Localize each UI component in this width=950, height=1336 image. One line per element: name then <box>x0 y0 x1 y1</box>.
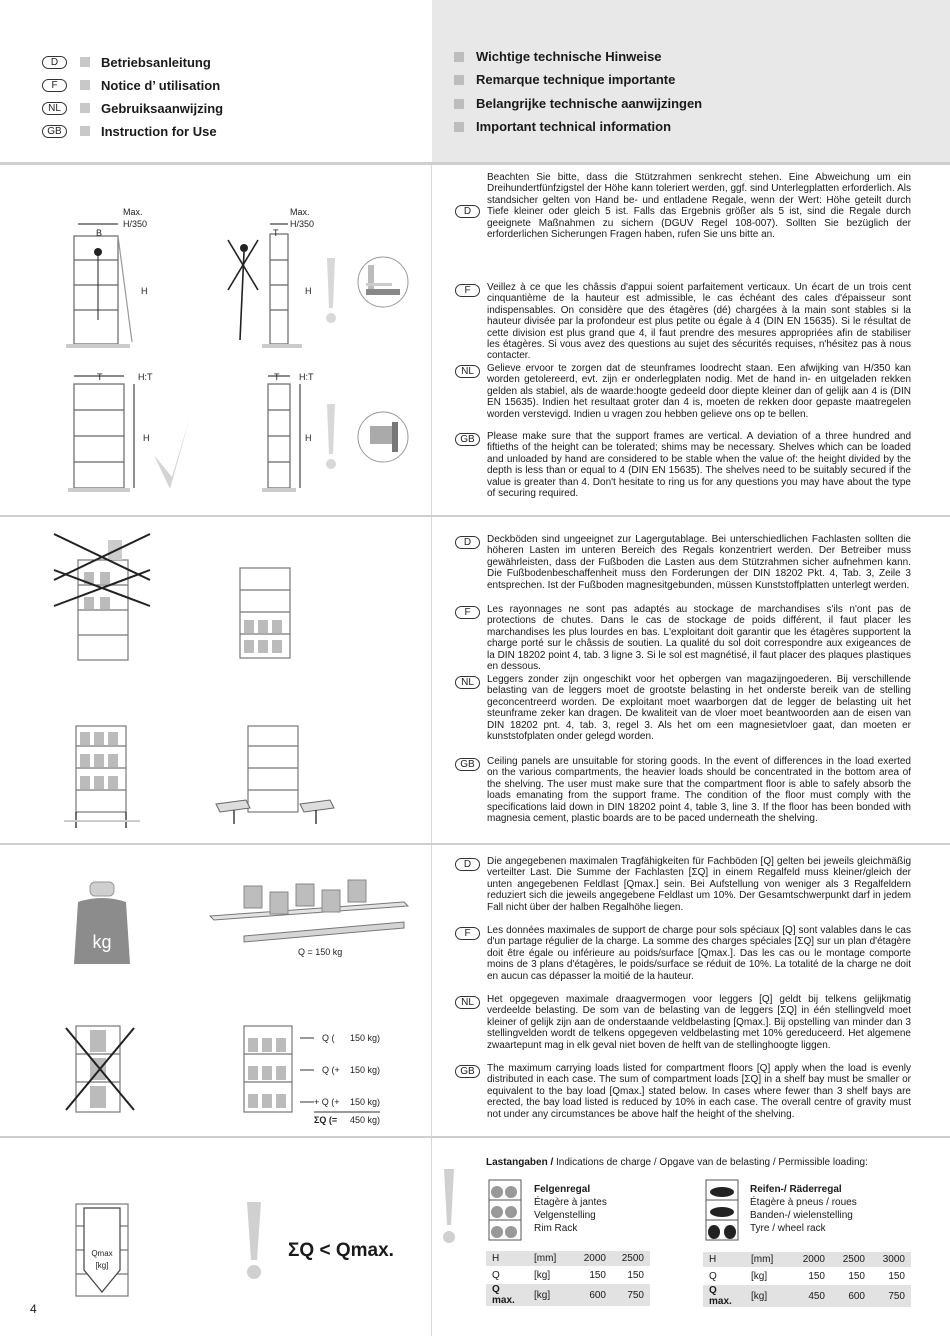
language-row-f <box>42 76 220 94</box>
language-code-badge: F <box>455 606 480 619</box>
max-text: Max. <box>290 207 310 217</box>
highlight-title: Wichtige technische Hinweise <box>476 49 662 64</box>
shim-detail-icon <box>356 255 410 309</box>
bullet-square <box>80 80 90 90</box>
paragraph: Die angegebenen maximalen Tragfähigkeiten für Fachböden [Q] gelten bei jeweils gleichmäßig verteilter Last. Die Summe der Fachlasten [ΣQ] in einem Regalfeld muss kleiner/gleich der unten angegebenen Feldlast [Qmax.] sein. Bei Aufstellung von weniger als 3 Regalfeldern reduziert sich die jeweils angegebene Feldlast um 10%. Der Gesamtschwerpunkt darf in jedem Fall nicht über der halben Regalhöhe liegen. <box>487 856 911 913</box>
table-row <box>486 1267 650 1283</box>
language-code-badge: F <box>455 284 480 297</box>
paragraph: Beachten Sie bitte, dass die Stützrahmen senkrecht stehen. Eine Abweichung um ein Dreihundertfünfzigstel der Höhe kann toleriert werden, ggf. sind Unterlegplatten erforderlich. Als standsicher gelten von Hand be- und entladene Regale, wenn der Wert: Höhe geteilt durch Tiefe kleiner oder gleich 5 ist. Falls das Ergebnis größer als 5 ist, sind die Regale durch geeignete Maßnahmen zu sichern (DGUV Regel 108-007). Sollten Sie bezüglich der erforderlichen Sicherungen Fragen haben, rufen Sie uns bitte an. <box>487 172 911 241</box>
top-shelf-storage-crossed-figure <box>50 530 160 665</box>
table-cell: 450 <box>791 1284 831 1308</box>
paragraph: Les rayonnages ne sont pas adaptés au stockage de marchandises s'ils n'ont pas de protections de chutes. Dans le cas de stockage de poids différent, il faut placer les marchandises les plus lourdes en bas. L'exploitant doit garantir que les étagères supportent la charge porté sur le châssis de soutien. La qualité du sol doit correspondre aux exigeances de la DIN 18202 point 4, tab. 3 ligne 3. Si le sol est magnétisé, il faut placer des plaques plastiques en dessous. <box>487 604 911 673</box>
bullet-square <box>80 103 90 113</box>
loading-title-bold: Lastangaben / <box>486 1157 554 1168</box>
language-code-badge: NL <box>455 996 480 1009</box>
rack-name-line: Banden-/ wielenstelling <box>750 1210 853 1221</box>
rack-name-line: Velgenstelling <box>534 1210 596 1221</box>
language-code-badge: GB <box>455 758 480 771</box>
paragraph: Leggers zonder zijn ongeschikt voor het opbergen van magazijngoederen. Bij verschillende belasting van de leggers moet de grootste belasting in het onderste bereik van de stelling geconcentreerd worden. De exploitant moet waarborgen dat de legger de belasting uit het steunframe zeker kan dragen. De kwaliteit van de vloer moet beantwoorden aan de eisen van DIN 18202 pnt. 4, tab. 3, regel 3. Als het om een magnesietvloer gaat, dan moeten er kunststofplaten onder gelegd worden. <box>487 674 911 743</box>
paragraph: Het opgegeven maximale draagvermogen voor leggers [Q] geldt bij telkens gelijkmatig verdeelde belasting. De som van de belasting van de leggers [ΣQ] in één stellingveld moet kleiner of gelijk zijn aan de onderstaande veldbelasting [Qmax.]. Bij opstelling van minder dan 3 stellingvelden wordt de telkens opgegeven veldbelasting met 10% gereduceerd. Het algemene zwaartepunt mag in elk geval niet boven de helft van de stellinghoogte liggen. <box>487 994 911 1051</box>
paragraph: Veillez à ce que les châssis d'appui soient parfaitement verticaux. Un écart de un trois cent cinquantième de la hauteur est admissible, le cas échéant des cales d'épaisseur sont indispensables. On considère que des étagères (dé) chargées à la main sont stables si la hauteur divisée par la profondeur est plus petite ou égale à 4 (DIN EN 15635). Si le résultat de cette division est plus grand que 4, il faut prendre des mesures appropriées afin de stabiliser les étagères. Si vous avez des questions au sujet des sécurités requises, n'hésitez pas à nous contacter. <box>487 282 911 362</box>
rack-stable-figure <box>62 370 142 495</box>
rack-name: Felgenregal <box>534 1184 591 1195</box>
dimension-t-text: T <box>97 372 103 382</box>
distributed-load-beam-figure <box>204 870 414 950</box>
section-divider <box>0 515 950 517</box>
load-row-value: 150 kg) <box>350 1097 381 1107</box>
rack-name-line: Rim Rack <box>534 1223 578 1234</box>
exclamation-icon <box>323 402 339 472</box>
b-label <box>94 226 108 238</box>
ht-label <box>136 370 162 382</box>
t-label-4 <box>272 370 286 382</box>
t-label-3 <box>95 370 109 382</box>
t-label <box>271 226 285 238</box>
paragraph: Please make sure that the support frames are vertical. A deviation of a three hundred and fiftieths of the height can be tolerated; shims may be necessary. Shelves which can be loaded and unloaded by hand are considered to be stable when the value of: the height divided by the depth is less than or equal to 4 (DIN EN 15635). The shelves need to be suitably secured if the value is greater than 4. Don't hesitate to ring us for any questions you may have about the type of securing required. <box>487 431 911 500</box>
floor-load-figure <box>60 720 150 835</box>
language-code-badge: D <box>455 205 480 218</box>
table-cell: [kg] <box>528 1283 574 1307</box>
load-row-label: + Q (+ <box>314 1097 340 1107</box>
rack-name-line: Étagère à pneus / roues <box>750 1197 857 1208</box>
exclamation-icon <box>323 256 339 326</box>
loading-title-text: Indications de charge / Opgave van de belasting / Permissible loading: <box>553 1157 868 1168</box>
max-text: Max. <box>123 207 143 217</box>
table-cell: 150 <box>791 1268 831 1284</box>
page-number: 4 <box>30 1302 37 1316</box>
load-row-label: ΣQ (= <box>314 1115 338 1125</box>
q-caption-text: Q = 150 kg <box>298 947 343 957</box>
table-cell: Q max. <box>486 1283 528 1307</box>
checkmark-icon <box>152 415 192 493</box>
table-cell: Q max. <box>703 1284 745 1308</box>
tyre-rack-image <box>702 1178 742 1243</box>
bullet-square <box>454 52 464 62</box>
table-cell: 750 <box>871 1284 911 1308</box>
bottom-loaded-rack-figure <box>230 560 300 660</box>
load-sum-rack-figure <box>238 1020 298 1115</box>
table-cell: [mm] <box>528 1251 574 1267</box>
formula-sum-q: ΣQ < Qmax. <box>288 1240 394 1261</box>
paragraph: The maximum carrying loads listed for compartment floors [Q] apply when the load is evenly distributed in each case. The sum of compartment loads [ΣQ] in a shelf bay must be smaller or equivalent to the bay load [Qmax.] stated below. In cases where fewer than 3 shelf bays are erected, the bay load listed is reduced by 10% in each case. The overall centre of gravity must not under any circumstances be above half the height of the shelving. <box>487 1063 911 1120</box>
language-title: Gebruiksaanwijzing <box>101 100 224 116</box>
qmax-arrow-unit: [kg] <box>95 1261 109 1270</box>
language-code-badge: D <box>42 56 67 69</box>
section-divider <box>0 843 950 845</box>
load-sum-list <box>300 1030 390 1130</box>
q-caption <box>296 944 376 958</box>
ratio-ht-text: H:T <box>138 372 153 382</box>
floor-plate-figure <box>212 720 337 835</box>
h-label-4 <box>303 430 317 444</box>
table-row <box>703 1268 911 1284</box>
dimension-h-text: H <box>305 286 312 296</box>
table-cell: 2000 <box>791 1252 831 1268</box>
table-cell: [kg] <box>745 1268 791 1284</box>
table-cell: 150 <box>871 1268 911 1284</box>
dimension-t-text: T <box>273 228 279 238</box>
stacked-load-crossed-figure <box>60 1020 140 1115</box>
table-cell: Q <box>703 1268 745 1284</box>
column-divider <box>431 165 432 1336</box>
language-code-badge: NL <box>455 365 480 378</box>
table-cell: [kg] <box>745 1284 791 1308</box>
table-cell: [kg] <box>528 1267 574 1283</box>
language-code-badge: GB <box>455 433 480 446</box>
table-cell: [mm] <box>745 1252 791 1268</box>
exclamation-icon <box>440 1167 458 1247</box>
dimension-t-text: T <box>274 372 280 382</box>
highlight-title: Belangrijke technische aanwijzingen <box>476 96 703 111</box>
highlight-row <box>454 96 702 111</box>
exclamation-icon <box>242 1200 266 1280</box>
header-divider <box>0 162 950 165</box>
table-row <box>486 1283 650 1307</box>
language-code-badge: GB <box>42 125 67 138</box>
language-title: Instruction for Use <box>101 123 217 139</box>
table-cell: Q <box>486 1267 528 1283</box>
paragraph: Ceiling panels are unsuitable for storing goods. In the event of differences in the load exerted on the various compartments, the heavier loads should be concentrated in the bottom area of the shelving. The user must make sure that the compartment floor is able to safely absorb the loads emanating from the support frame. The condition of the floor must comply with the specifications laid down in DIN 18202 point 4, table 3, line 3. If the floor has been bonded with magnesia cement, plastic boards are to be paced underneath the shelving. <box>487 756 911 825</box>
rim-rack-image <box>485 1178 525 1243</box>
language-code-badge: NL <box>42 102 67 115</box>
rack-name-line: Étagère à jantes <box>534 1197 607 1208</box>
table-cell: 600 <box>574 1283 612 1307</box>
table-cell: 2500 <box>612 1251 650 1267</box>
h350-text: H/350 <box>290 219 315 229</box>
language-row-nl <box>42 99 223 117</box>
loading-title <box>486 1157 868 1168</box>
dimension-h-text: H <box>305 433 312 443</box>
bullet-square <box>454 75 464 85</box>
load-row-label: Q (+ <box>322 1065 340 1075</box>
h350-text: H/350 <box>123 219 148 229</box>
language-code-badge: D <box>455 858 480 871</box>
table-cell: 2000 <box>574 1251 612 1267</box>
dimension-b-text: B <box>96 228 103 238</box>
max-label <box>120 206 160 232</box>
table-cell: 150 <box>831 1268 871 1284</box>
table-cell: H <box>703 1252 745 1268</box>
language-row-gb <box>42 122 217 140</box>
language-code-badge: D <box>455 536 480 549</box>
load-row-value: 150 kg) <box>350 1065 381 1075</box>
dimension-h-text: H <box>143 433 150 443</box>
qmax-arrow-label: Qmax <box>91 1249 113 1258</box>
language-title: Betriebsanleitung <box>101 54 211 70</box>
table-cell: 150 <box>574 1267 612 1283</box>
language-code-badge: NL <box>455 676 480 689</box>
table-cell: 2500 <box>831 1252 871 1268</box>
weight-kg-icon <box>72 880 132 966</box>
paragraph: Deckböden sind ungeeignet zur Lagergutablage. Bei unterschiedlichen Fachlasten sollten die höheren Lasten im unteren Bereich des Regals konzentriert werden. Der Betreiber muss gewährleisten, dass der Fußboden die Lasten aus dem Stützrahmen sicher aufnehmen kann. Die Fußbodenbeschaffenheit muss den Forderungen der DIN 18202 Pkt. 4, Tab. 3, Zeile 3 entsprechen. Ist der Fußboden magnesitgebunden, müssen Kunststoffplatten unterlegt werden. <box>487 534 911 591</box>
load-row-label: Q ( <box>322 1033 335 1043</box>
ratio-ht-text: H:T <box>299 372 314 382</box>
language-title: Notice d’ utilisation <box>101 77 221 93</box>
table-cell: H <box>486 1251 528 1267</box>
rim-rack-names <box>534 1183 607 1235</box>
bullet-square <box>80 57 90 67</box>
tyre-rack-names <box>750 1183 857 1235</box>
ht-label-2 <box>297 370 323 382</box>
table-cell: 750 <box>612 1283 650 1307</box>
h-label <box>139 283 153 297</box>
language-code-badge: GB <box>455 1065 480 1078</box>
load-row-value: 150 kg) <box>350 1033 381 1043</box>
language-row-d <box>42 53 211 71</box>
max-label-2 <box>287 206 327 232</box>
rack-name: Reifen-/ Räderregal <box>750 1184 842 1195</box>
table-cell: 3000 <box>871 1252 911 1268</box>
qmax-rack-figure <box>64 1200 144 1300</box>
highlight-row <box>454 72 675 87</box>
bullet-square <box>454 99 464 109</box>
language-code-badge: F <box>42 79 67 92</box>
bullet-square <box>454 122 464 132</box>
highlight-row <box>454 49 662 64</box>
highlight-row <box>454 119 671 134</box>
load-row-value: 450 kg) <box>350 1115 381 1125</box>
section-divider <box>0 1136 950 1138</box>
highlight-title: Important technical information <box>476 119 672 134</box>
rack-name-line: Tyre / wheel rack <box>750 1223 826 1234</box>
table-row <box>703 1252 911 1268</box>
dimension-h-text: H <box>141 286 148 296</box>
kg-text: kg <box>92 932 112 952</box>
table-cell: 150 <box>612 1267 650 1283</box>
table-cell: 600 <box>831 1284 871 1308</box>
table-row <box>703 1284 911 1308</box>
language-code-badge: F <box>455 927 480 940</box>
rim-rack-load-table <box>486 1251 650 1308</box>
bullet-square <box>80 126 90 136</box>
table-row <box>486 1251 650 1267</box>
tyre-rack-load-table <box>703 1252 911 1309</box>
highlight-title: Remarque technique importante <box>476 72 676 87</box>
paragraph: Gelieve ervoor te zorgen dat de steunframes loodrecht staan. Een afwijking van H/350 kan worden getolereerd, evt. zijn er onderlegplaten nodig. Met de hand in- en uitgeladen rekken gelden als stabiel, als de waarde:hoogte gedeeld door diepte kleiner dan of gelijk aan 4 is (DIN EN 15635). Indien het resultaat groter dan 4 is, moeten de rekken door gepaste maatregelen worden verstevigd. Indien u vragen zou hebben gelieve ons op te bellen. <box>487 363 911 420</box>
h-label-2 <box>303 283 317 297</box>
wall-anchor-detail-icon <box>356 410 410 464</box>
paragraph: Les données maximales de support de charge pour sols spéciaux [Q] sont valables dans le cas d'un partage régulier de la charge. La somme des charges spéciales [ΣQ] sur un plan d'étagère doit être égale ou inférieure au poids/surface [Qmax.]. Das les cas ou le montage comporte moins de 3 plans d'étagères, le poids/surface se réduit de 10%. La totalité de la charge ne doit en aucun cas dépasser la moitié de la hauteur. <box>487 925 911 982</box>
